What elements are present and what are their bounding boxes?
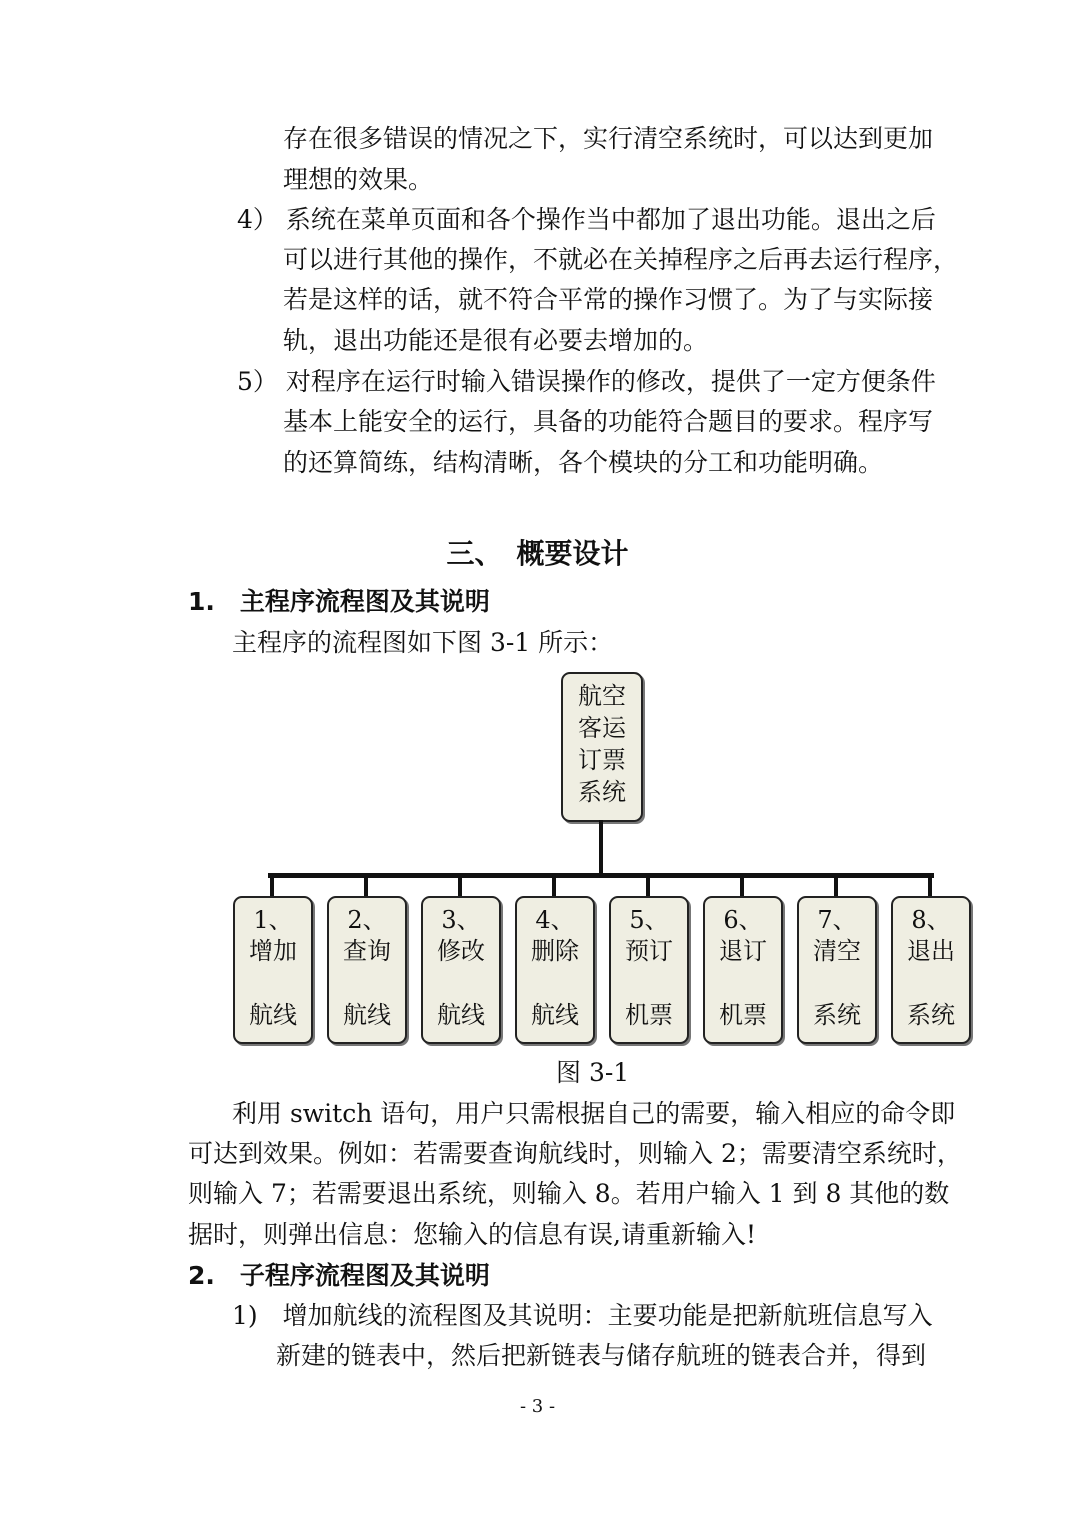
root-node (561, 672, 643, 822)
text-line: 可以进行其他的操作，不就必在关掉程序之后再去运行程序， (283, 245, 959, 274)
text-line: 可达到效果。例如：若需要查询航线时，则输入 2；需要清空系统时， (188, 1139, 962, 1168)
connector-child (740, 876, 744, 896)
root-label-2: 客运 (578, 714, 626, 742)
text-line: 新建的链表中，然后把新链表与储存航班的链表合并，得到 (276, 1341, 927, 1370)
child-node-refund-ticket (703, 896, 783, 1044)
child-node-exit-system (891, 896, 971, 1044)
connector-child (364, 876, 368, 896)
child-num: 4、 (535, 906, 575, 934)
text-line: 利用 switch 语句，用户只需根据自己的需要，输入相应的命令即 (232, 1099, 956, 1128)
child-label: 航线 (249, 1001, 297, 1029)
child-num: 2、 (347, 906, 387, 934)
child-label: 航线 (437, 1001, 485, 1029)
root-label-3: 订票 (578, 746, 626, 774)
child-label: 退订 (719, 937, 767, 965)
connector-child (270, 876, 274, 896)
child-label: 机票 (625, 1001, 673, 1029)
child-node-clear-system (797, 896, 877, 1044)
text-line: 基本上能安全的运行，具备的功能符合题目的要求。程序写 (283, 407, 934, 436)
child-node-book-ticket (609, 896, 689, 1044)
root-label-1: 航空 (578, 682, 626, 710)
text-line: 理想的效果。 (283, 165, 434, 194)
text-line: 则输入 7；若需要退出系统，则输入 8。若用户输入 1 到 8 其他的数 (188, 1179, 950, 1208)
child-num: 3、 (441, 906, 481, 934)
child-label: 增加 (249, 937, 297, 965)
text-line: 若是这样的话，就不符合平常的操作习惯了。为了与实际接 (283, 285, 934, 314)
child-label: 机票 (719, 1001, 767, 1029)
child-label: 修改 (437, 937, 485, 965)
child-label: 系统 (907, 1001, 955, 1029)
child-label: 查询 (343, 937, 391, 965)
page-number: - 3 - (519, 1396, 556, 1417)
child-num: 1、 (253, 906, 293, 934)
child-label: 预订 (625, 937, 673, 965)
connector-root (599, 820, 603, 876)
connector-child (928, 876, 932, 896)
connector-child (552, 876, 556, 896)
child-label: 删除 (531, 937, 579, 965)
connector-child (458, 876, 462, 896)
child-num: 8、 (911, 906, 951, 934)
child-label: 退出 (907, 937, 955, 965)
root-label-4: 系统 (578, 778, 626, 806)
child-label: 清空 (813, 937, 861, 965)
child-node-modify-route (421, 896, 501, 1044)
list-item-5: 5） 对程序在运行时输入错误操作的修改，提供了一定方便条件 (237, 367, 936, 396)
list-item-4: 4） 系统在菜单页面和各个操作当中都加了退出功能。退出之后 (237, 205, 936, 234)
child-num: 5、 (629, 906, 669, 934)
connector-child (834, 876, 838, 896)
child-node-add-route (233, 896, 313, 1044)
text-line: 据时，则弹出信息：您输入的信息有误,请重新输入! (188, 1220, 756, 1249)
section-title: 三、 概要设计 (446, 537, 629, 570)
child-node-delete-route (515, 896, 595, 1044)
intro-text: 主程序的流程图如下图 3-1 所示： (232, 628, 614, 657)
figure-caption: 图 3-1 (556, 1058, 630, 1087)
text-line: 的还算简练，结构清晰，各个模块的分工和功能明确。 (283, 448, 884, 477)
text-line: 存在很多错误的情况之下，实行清空系统时，可以达到更加 (283, 124, 934, 153)
child-label: 航线 (343, 1001, 391, 1029)
text-line: 轨，退出功能还是很有必要去增加的。 (283, 326, 709, 355)
heading-2: 2. 子程序流程图及其说明 (188, 1261, 490, 1290)
child-num: 7、 (817, 906, 857, 934)
connector-child (646, 876, 650, 896)
list-item-1: 1) 增加航线的流程图及其说明：主要功能是把新航班信息写入 (232, 1301, 933, 1330)
child-label: 航线 (531, 1001, 579, 1029)
heading-1: 1. 主程序流程图及其说明 (188, 587, 490, 616)
child-node-query-route (327, 896, 407, 1044)
child-label: 系统 (813, 1001, 861, 1029)
child-num: 6、 (723, 906, 763, 934)
